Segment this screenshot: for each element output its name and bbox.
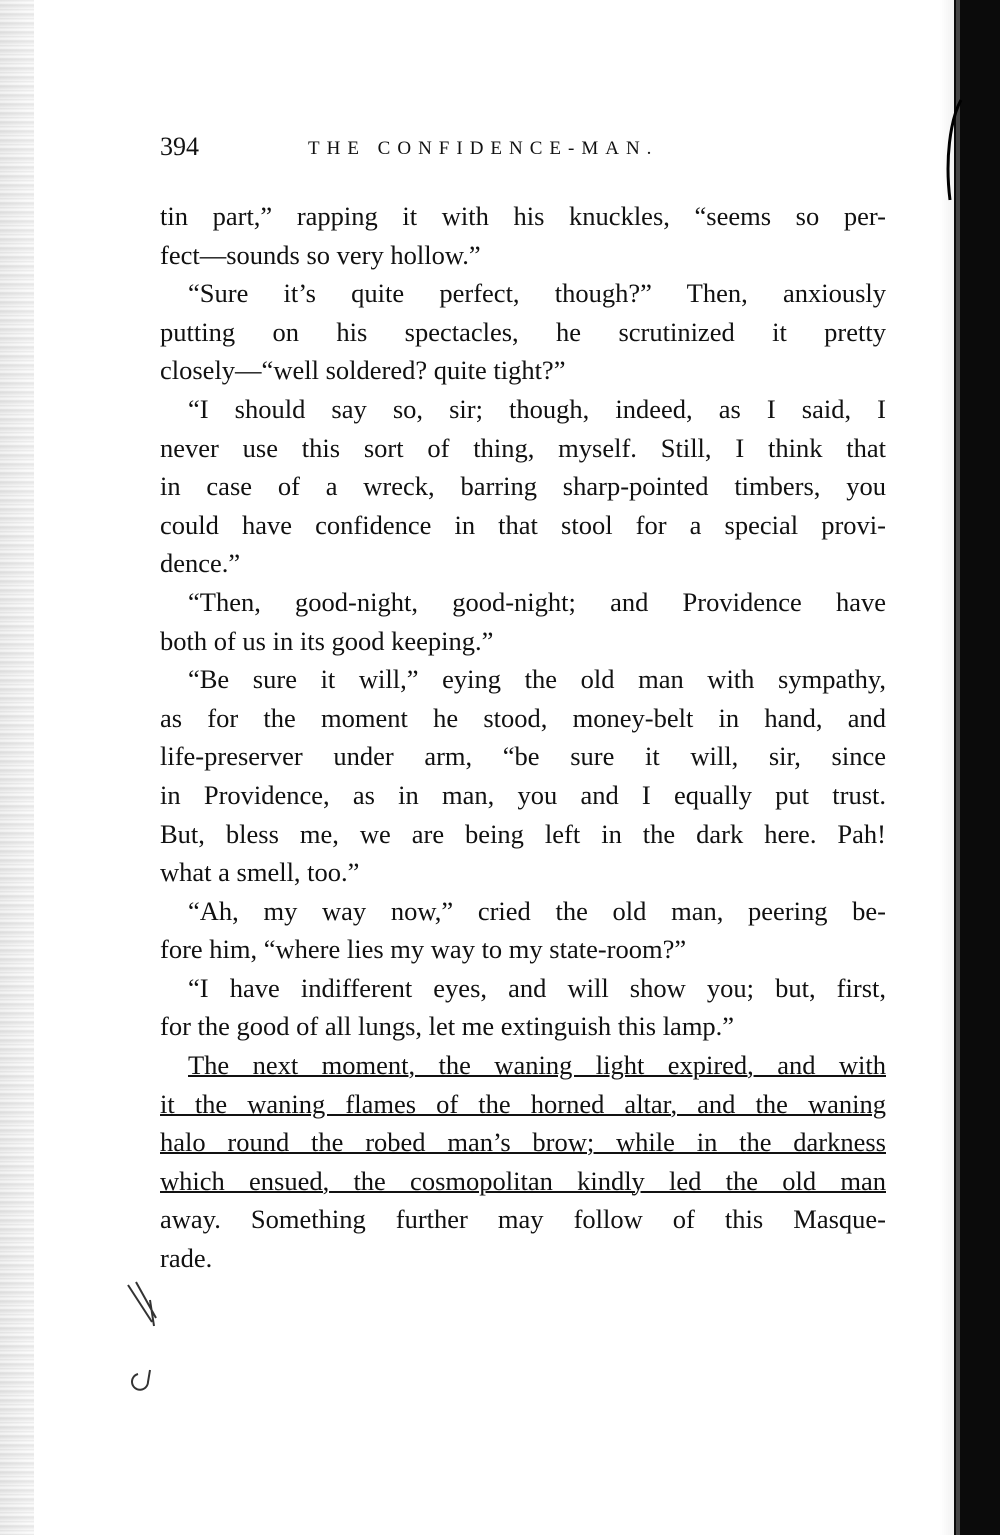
text-line: tin part,” rapping it with his knuckles, “seems so per- (160, 201, 886, 231)
text-line: fore him, “where lies my way to my state-room?” (160, 934, 687, 965)
text-line: closely—“well soldered? quite tight?” (160, 355, 566, 386)
underlined-text-line: halo round the robed man’s brow; while in the darkness (160, 1127, 886, 1158)
pencil-loop-mark (132, 1370, 150, 1390)
text-line: in Providence, as in man, you and I equally put trust. (160, 779, 886, 810)
text-line: “Be sure it will,” eying the old man with sympathy, (188, 664, 886, 695)
pencil-stroke-mark (128, 1282, 156, 1326)
text-line: away. Something further may follow of this Masque- (160, 1204, 886, 1235)
underlined-text-line: which ensued, the cosmopolitan kindly led the old man (160, 1165, 886, 1196)
text-line: “Ah, my way now,” cried the old man, peering be- (188, 895, 886, 926)
body-text (160, 197, 886, 1278)
text-line: what a smell, too.” (160, 857, 360, 888)
page-gutter-edge (0, 0, 34, 1535)
text-line: “I have indifferent eyes, and will show you; but, first, (188, 972, 886, 1003)
text-line: could have confidence in that stool for a special provi- (160, 509, 886, 540)
text-line: rade. (160, 1243, 213, 1274)
text-line: both of us in its good keeping.” (160, 625, 494, 656)
text-line: for the good of all lungs, let me extinguish this lamp.” (160, 1011, 735, 1042)
text-line: “I should say so, sir; though, indeed, as I said, I (188, 393, 886, 424)
text-line: never use this sort of thing, myself. Still, I think that (160, 432, 886, 463)
underlined-text-line: The next moment, the waning light expired, and with (188, 1050, 886, 1081)
text-line: “Then, good-night, good-night; and Providence have (188, 586, 886, 617)
text-line: But, bless me, we are being left in the dark here. Pah! (160, 818, 886, 849)
page-number: 394 (160, 132, 199, 161)
text-line: life-preserver under arm, “be sure it will, sir, since (160, 741, 886, 772)
running-title: THE CONFIDENCE-MAN. (308, 138, 659, 159)
scan-border-bar (954, 0, 1000, 1535)
text-line: fect—sounds so very hollow.” (160, 239, 481, 270)
text-line: dence.” (160, 548, 241, 579)
text-line: putting on his spectacles, he scrutinized it pretty (160, 316, 886, 347)
text-line: as for the moment he stood, money-belt in hand, and (160, 702, 886, 733)
underlined-text-line: it the waning flames of the horned altar, and the waning (160, 1088, 886, 1119)
text-line: in case of a wreck, barring sharp-pointed timbers, you (160, 471, 886, 502)
text-line: “Sure it’s quite perfect, though?” Then, anxiously (188, 278, 886, 309)
page-header (160, 132, 890, 168)
